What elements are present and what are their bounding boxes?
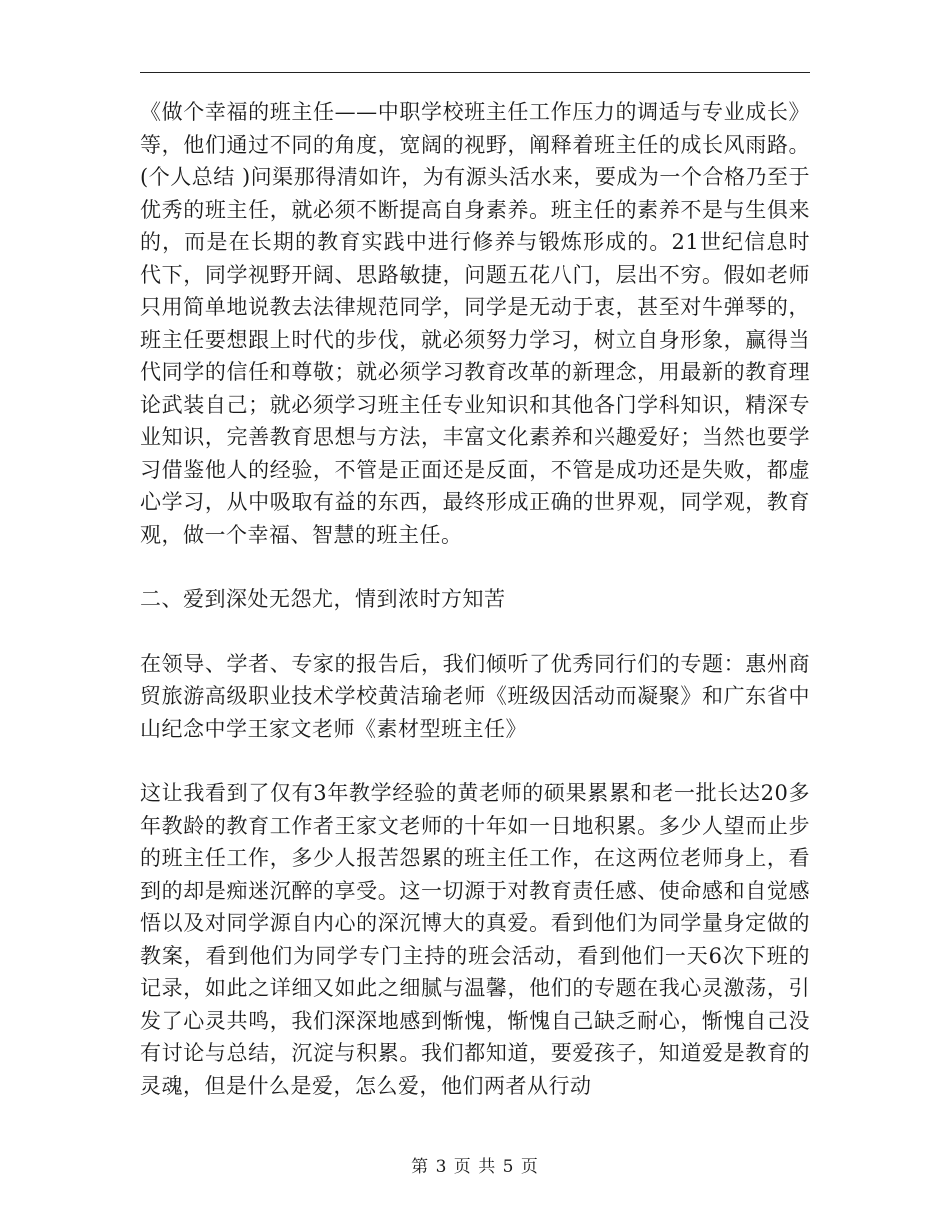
document-body [140,96,810,1102]
header-rule [140,72,810,73]
paragraph-reflection: 这让我看到了仅有3年教学经验的黄老师的硕果累累和老一批长达20多年教龄的教育工作者王家文老师的十年如一日地积累。多少人望而止步的班主任工作，多少人报苦怨累的班主任工作，在这两位老师身上，看到的却是痴迷沉醉的享受。这一切源于对教育责任感、使命感和自觉感悟以及对同学源自内心的深沉博大的真爱。看到他们为同学量身定做的教案，看到他们为同学专门主持的班会活动，看到他们一天6次下班的记录，如此之详细又如此之细腻与温馨，他们的专题在我心灵激荡，引发了心灵共鸣，我们深深地感到惭愧，惭愧自己缺乏耐心，惭愧自己没有讨论与总结，沉淀与积累。我们都知道，要爱孩子，知道爱是教育的灵魂，但是什么是爱，怎么爱，他们两者从行动 [140,781,810,1098]
paragraph-presentations: 在领导、学者、专家的报告后，我们倾听了优秀同行们的专题：惠州商贸旅游高级职业技术学校黄洁瑜老师《班级因活动而凝聚》和广东省中山纪念中学王家文老师《素材型班主任》 [140,651,810,741]
paragraph-spacer [140,745,810,777]
page-number-footer: 第 3 页 共 5 页 [411,1157,539,1177]
paragraph-spacer [140,616,810,648]
paragraph-growth-path: 《做个幸福的班主任——中职学校班主任工作压力的调适与专业成长》等，他们通过不同的角度，宽阔的视野，阐释着班主任的成长风雨路。(个人总结 )问渠那得清如许，为有源头活水来，要成为一个合格乃至于优秀的班主任，就必须不断提高自身素养。班主任的素养不是与生俱来的，而是在长期的教育实践中进行修养与锻炼形成的。21世纪信息时代下，同学视野开阔、思路敏捷，问题五花八门，层出不穷。假如老师只用简单地说教去法律规范同学，同学是无动于衷，甚至对牛弹琴的，班主任要想跟上时代的步伐，就必须努力学习，树立自身形象，赢得当代同学的信任和尊敬；就必须学习教育改革的新理念，用最新的教育理论武装自己；就必须学习班主任专业知识和其他各门学科知识，精深专业知识，完善教育思想与方法，丰富文化素养和兴趣爱好；当然也要学习借鉴他人的经验，不管是正面还是反面，不管是成功还是失败，都虚心学习，从中吸取有益的东西，最终形成正确的世界观，同学观，教育观，做一个幸福、智慧的班主任。 [140,100,810,547]
paragraph-spacer [140,551,810,583]
section-heading: 二、爱到深处无怨尤，情到浓时方知苦 [140,587,506,611]
